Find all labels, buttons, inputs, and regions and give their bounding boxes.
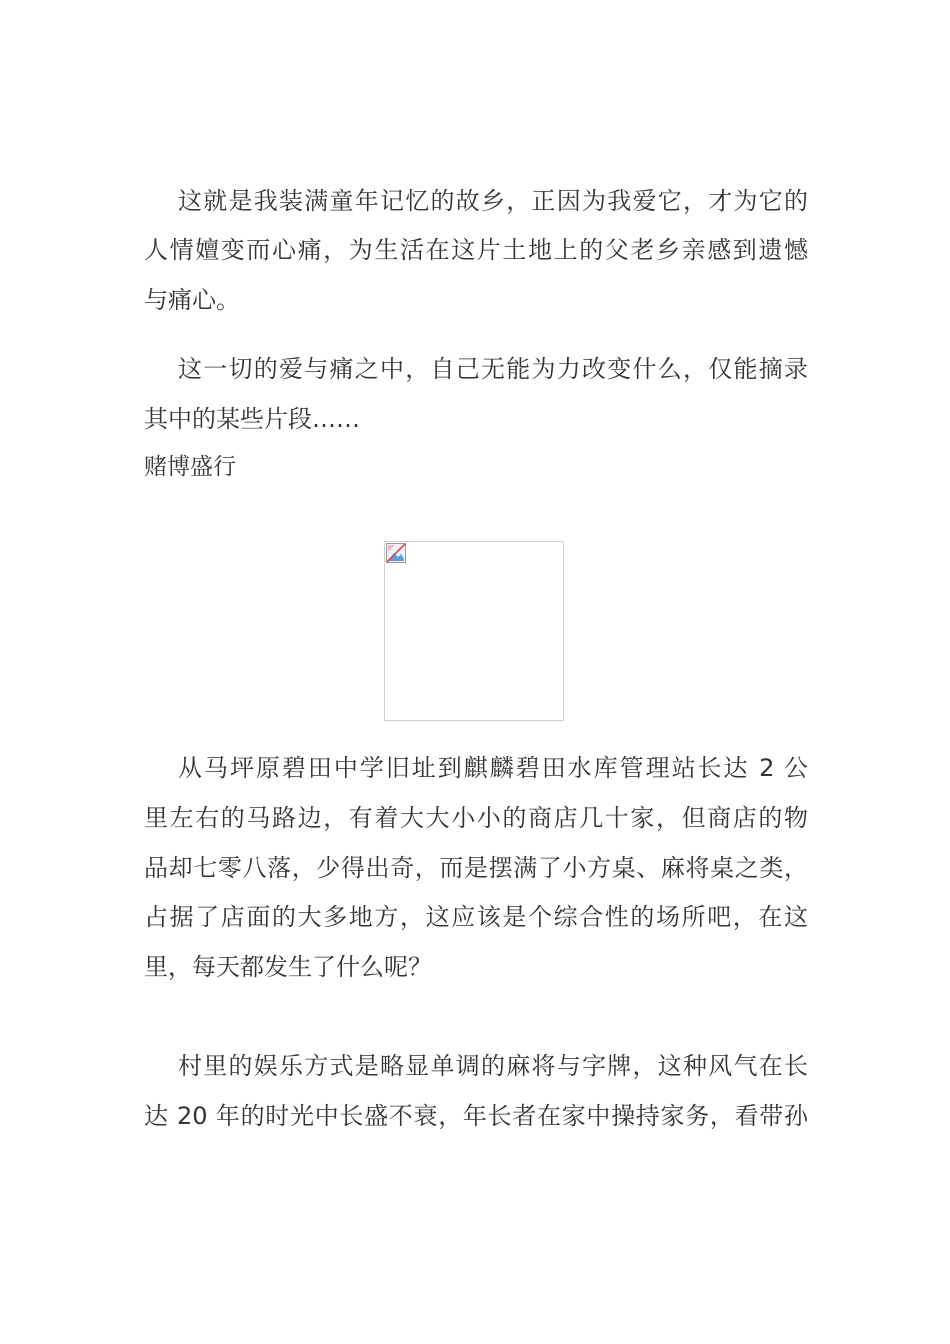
broken-image-icon [386, 543, 406, 563]
paragraph-line: 其中的某些片段…… [144, 405, 360, 433]
paragraph-line: 人情嬗变而心痛，为生活在这片土地上的父老乡亲感到遗憾 [144, 236, 808, 264]
paragraph-line: 里，每天都发生了什么呢？ [144, 953, 432, 981]
section-heading-text: 赌博盛行 [144, 454, 236, 480]
paragraph-line: 与痛心。 [144, 286, 240, 314]
paragraph-line: 达 20 年的时光中长盛不衰，年长者在家中操持家务，看带孙 [144, 1102, 808, 1130]
paragraph-line: 品却七零八落，少得出奇，而是摆满了小方桌、麻将桌之类， [144, 854, 808, 882]
image-placeholder [384, 541, 564, 721]
paragraph-line: 里左右的马路边，有着大大小小的商店几十家，但商店的物 [144, 804, 808, 832]
paragraph-line: 这就是我装满童年记忆的故乡，正因为我爱它，才为它的 [178, 187, 808, 215]
paragraph-line: 占据了店面的大多地方，这应该是个综合性的场所吧，在这 [144, 903, 808, 931]
paragraph-line: 村里的娱乐方式是略显单调的麻将与字牌，这种风气在长 [178, 1052, 808, 1080]
paragraph-line: 这一切的爱与痛之中，自己无能为力改变什么，仅能摘录 [178, 355, 808, 383]
paragraph-line: 从马坪原碧田中学旧址到麒麟碧田水库管理站长达 2 公 [178, 754, 808, 782]
